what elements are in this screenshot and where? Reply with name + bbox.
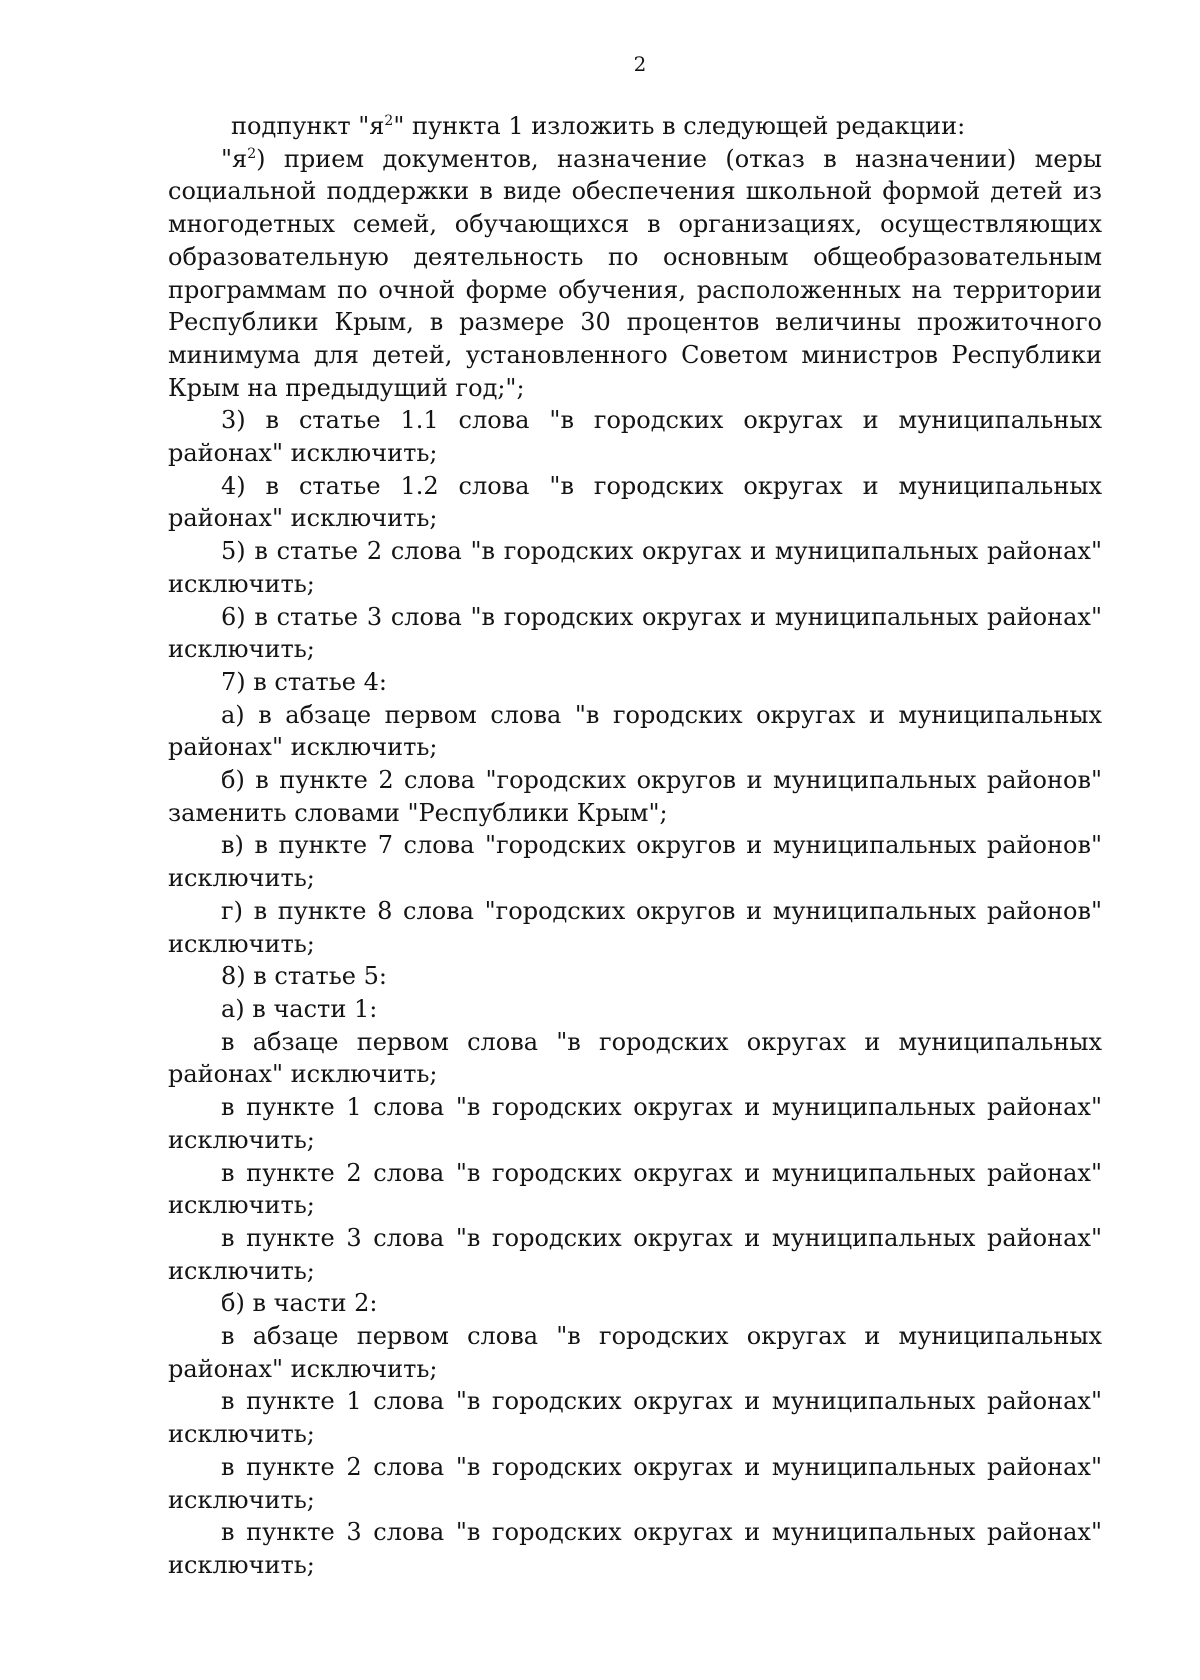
paragraph-item-8a: а) в части 1: — [221, 994, 378, 1023]
quoted-text-start: "я — [221, 144, 248, 173]
intro-paragraph — [168, 110, 1102, 143]
paragraph-item-3: 3) в статье 1.1 слова "в городских округах и муниципальных районах" исключить; — [168, 406, 1102, 468]
quoted-superscript: 2 — [247, 145, 257, 162]
paragraph-item-7g: г) в пункте 8 слова "городских округов и муниципальных районов" исключить; — [168, 896, 1102, 958]
document-body — [168, 110, 1102, 1582]
quoted-paragraph — [168, 143, 1102, 405]
paragraph-item-6: 6) в статье 3 слова "в городских округах и муниципальных районах" исключить; — [168, 602, 1102, 664]
paragraph-item-7: 7) в статье 4: — [221, 667, 387, 696]
paragraph-item-8b-3: в пункте 3 слова "в городских округах и муниципальных районах" исключить; — [168, 1518, 1102, 1579]
paragraph-item-8: 8) в статье 5: — [221, 962, 387, 991]
paragraph-item-8a-2: в пункте 2 слова "в городских округах и муниципальных районах" исключить; — [168, 1158, 1102, 1220]
paragraph-item-8a-3: в пункте 3 слова "в городских округах и муниципальных районах" исключить; — [168, 1223, 1102, 1285]
paragraph-item-7b: б) в пункте 2 слова "городских округов и муниципальных районов" заменить словами "Республики Крым"; — [168, 766, 1102, 827]
paragraph-item-8b-1: в пункте 1 слова "в городских округах и муниципальных районах" исключить; — [168, 1387, 1102, 1449]
paragraph-item-7v: в) в пункте 7 слова "городских округов и муниципальных районов" исключить; — [168, 831, 1102, 893]
quoted-text: ) прием документов, назначение (отказ в назначении) меры социальной поддержки в виде обеспечения школьной формой детей из многодетных семей, обучающихся в организациях, осуществляющих образовательную деятельность по основным общеобразовательным программам по очной форме обучения, расположенных на территории Республики Крым, в размере 30 процентов величины прожиточного минимума для детей, установленного Советом министров Республики Крым на предыдущий год;"; — [168, 144, 1102, 402]
paragraph-item-8b: б) в части 2: — [221, 1289, 378, 1318]
page-number: 2 — [633, 52, 647, 76]
intro-text-start: подпункт "я — [231, 112, 385, 140]
paragraph-item-8a-first: в абзаце первом слова "в городских округах и муниципальных районах" исключить; — [168, 1027, 1102, 1089]
paragraph-item-8b-first: в абзаце первом слова "в городских округах и муниципальных районах" исключить; — [168, 1322, 1102, 1383]
intro-superscript: 2 — [384, 113, 394, 129]
paragraph-item-8b-2: в пункте 2 слова "в городских округах и муниципальных районах" исключить; — [168, 1452, 1102, 1514]
paragraph-item-7a: а) в абзаце первом слова "в городских округах и муниципальных районах" исключить; — [168, 700, 1102, 762]
paragraph-item-5: 5) в статье 2 слова "в городских округах и муниципальных районах" исключить; — [168, 537, 1102, 598]
paragraph-item-8a-1: в пункте 1 слова "в городских округах и муниципальных районах" исключить; — [168, 1093, 1102, 1154]
intro-text-end: " пункта 1 изложить в следующей редакции: — [393, 112, 966, 140]
paragraph-item-4: 4) в статье 1.2 слова "в городских округах и муниципальных районах" исключить; — [168, 471, 1102, 533]
